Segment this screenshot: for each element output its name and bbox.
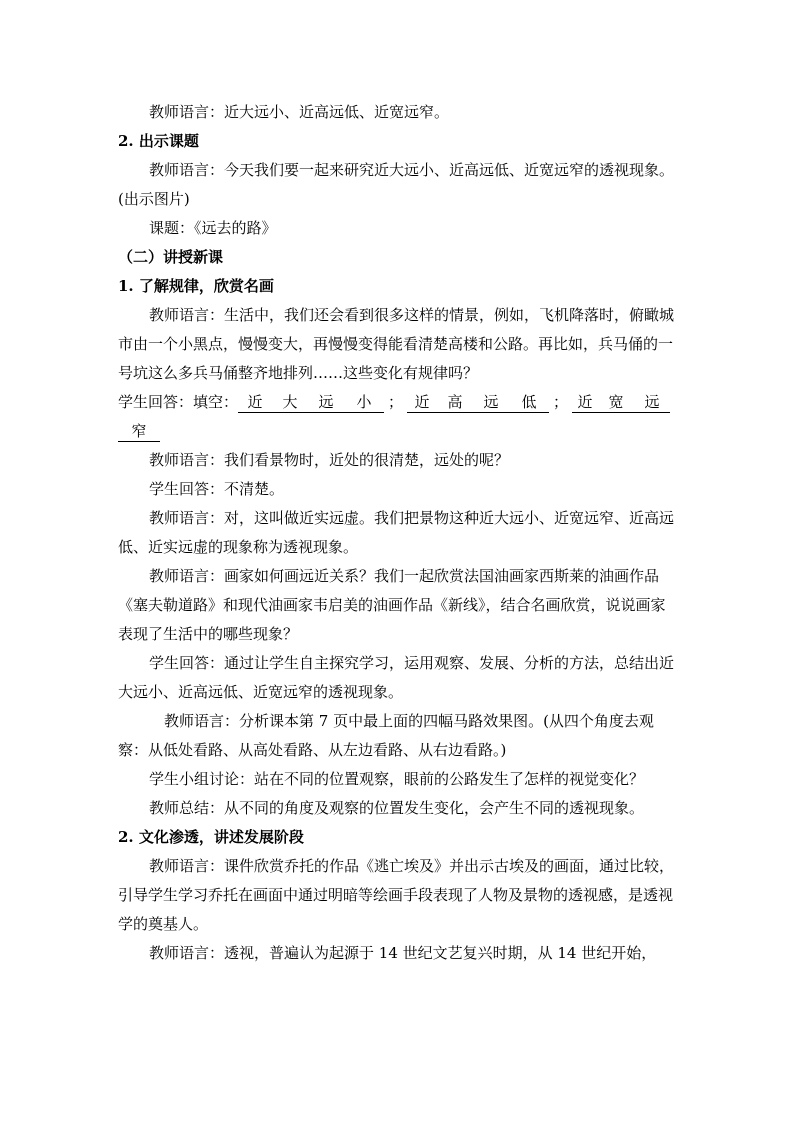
paragraph-topic-title: 课题：《远去的路》	[149, 219, 277, 237]
fill-separator: ；	[553, 393, 569, 411]
paragraph-student-answer: 学生回答：不清楚。	[149, 480, 285, 498]
fill-prefix: 学生回答：填空：	[118, 393, 239, 411]
fill-blank: 宽	[598, 392, 634, 413]
fill-blank: 远	[308, 392, 344, 413]
heading-new-lesson: （二）讲授新课	[118, 248, 224, 266]
paragraph-teacher-intro: 教师语言：今天我们要一起来研究近大远小、近高远低、近宽远窄的透视现象。(出示图片)	[118, 161, 675, 208]
paragraph-teacher-answer: 教师语言：近大远小、近高远低、近宽远窄。	[149, 103, 450, 121]
heading-show-topic: 2. 出示课题	[118, 132, 199, 150]
paragraph-teacher-paintings: 教师语言：画家如何画远近关系？我们一起欣赏法国油画家西斯莱的油画作品《塞夫勒道路》和现代油画家韦启美的油画作品《新线》，结合名画欣赏，说说画家表现了生活中的哪些现象？	[118, 567, 666, 643]
fill-blank: 低	[509, 392, 549, 413]
fill-blank: 近	[407, 392, 437, 413]
document-page	[118, 98, 678, 968]
paragraph-teacher-giotto: 教师语言：课件欣赏乔托的作品《逃亡埃及》并出示古埃及的画面，通过比较，引导学生学习乔托在画面中通过明暗等绘画手段表现了人物及景物的透视感，是透视学的奠基人。	[118, 857, 675, 933]
fill-blank: 大	[272, 392, 308, 413]
fill-separator: ；	[388, 393, 404, 411]
paragraph-teacher-conclusion: 教师总结：从不同的角度及观察的位置发生变化，会产生不同的透视现象。	[149, 799, 645, 817]
fill-blank: 小	[344, 392, 384, 413]
fill-blank: 近	[572, 392, 598, 413]
paragraph-teacher-textbook: 教师语言：分析课本第 7 页中最上面的四幅马路效果图。(从四个角度去观察：从低处看路、从高处看路、从左边看路、从右边看路。)	[118, 712, 654, 759]
paragraph-group-discussion: 学生小组讨论：站在不同的位置观察，眼前的公路发生了怎样的视觉变化？	[149, 770, 645, 788]
paragraph-teacher-question: 教师语言：我们看景物时，近处的很清楚，远处的呢？	[149, 451, 510, 469]
fill-blank: 远	[634, 392, 670, 413]
paragraph-student-summary: 学生回答：通过让学生自主探究学习，运用观察、发展、分析的方法，总结出近大远小、近高远低、近宽远窄的透视现象。	[118, 654, 675, 701]
fill-blank: 远	[473, 392, 509, 413]
fill-blank: 近	[238, 392, 272, 413]
heading-culture: 2. 文化渗透，讲述发展阶段	[118, 828, 304, 846]
heading-understand-rules: 1. 了解规律，欣赏名画	[118, 277, 274, 295]
fill-in-blank-line	[118, 388, 678, 446]
paragraph-teacher-life-examples: 教师语言：生活中，我们还会看到很多这样的情景，例如，飞机降落时，俯瞰城市由一个小黑点，慢慢变大，再慢慢变得能看清楚高楼和公路。再比如，兵马俑的一号坑这么多兵马俑整齐地排列……这些变化有规律吗？	[118, 306, 675, 382]
paragraph-teacher-perspective: 教师语言：对，这叫做近实远虚。我们把景物这种近大远小、近宽远窄、近高远低、近实远虚的现象称为透视现象。	[118, 509, 675, 556]
fill-blank: 窄	[118, 421, 160, 442]
fill-blank: 高	[437, 392, 473, 413]
paragraph-teacher-history: 教师语言：透视，普遍认为起源于 14 世纪文艺复兴时期，从 14 世纪开始，	[149, 944, 657, 962]
